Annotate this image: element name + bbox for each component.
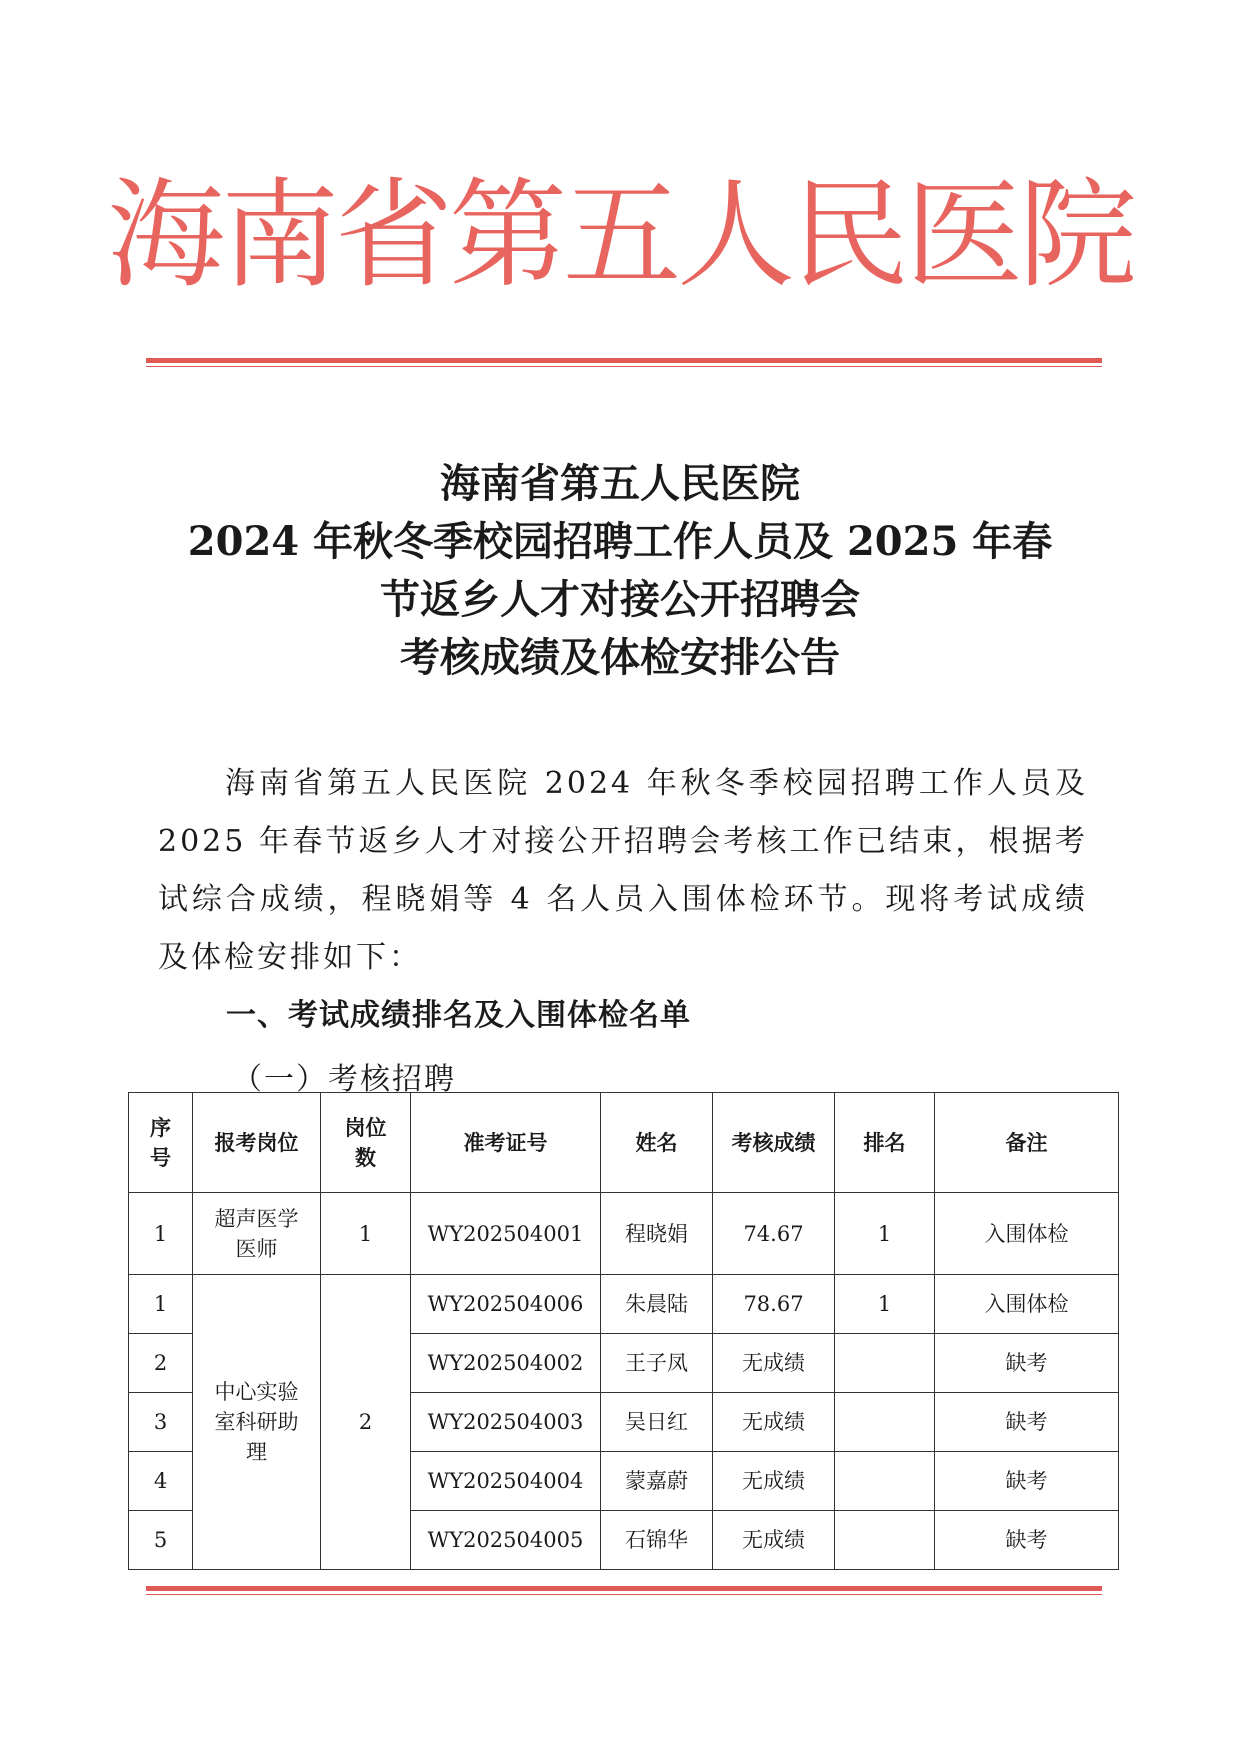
table-header-row <box>129 1093 1119 1193</box>
header-note: 备注 <box>935 1093 1119 1193</box>
cell-name: 吴日红 <box>601 1393 713 1452</box>
cell-serial: 3 <box>129 1393 193 1452</box>
cell-note: 缺考 <box>935 1452 1119 1511</box>
title-line-3: 节返乡人才对接公开招聘会 <box>380 576 860 623</box>
title-line-1: 海南省第五人民医院 <box>440 460 800 507</box>
document-title <box>140 455 1100 687</box>
cell-exam-id: WY202504004 <box>411 1452 601 1511</box>
cell-name: 程晓娟 <box>601 1193 713 1275</box>
subsection-heading: （一）考核招聘 <box>232 1062 456 1097</box>
header-rank: 排名 <box>835 1093 935 1193</box>
cell-serial: 1 <box>129 1275 193 1334</box>
section-heading: 一、考试成绩排名及入围体检名单 <box>226 998 691 1033</box>
cell-exam-id: WY202504003 <box>411 1393 601 1452</box>
cell-note: 入围体检 <box>935 1275 1119 1334</box>
cell-score: 无成绩 <box>713 1511 835 1570</box>
cell-serial: 1 <box>129 1193 193 1275</box>
header-name: 姓名 <box>601 1093 713 1193</box>
header-position-count: 岗位数 <box>321 1093 411 1193</box>
cell-name: 石锦华 <box>601 1511 713 1570</box>
cell-position: 超声医学医师 <box>193 1193 321 1275</box>
title-line-2: 2024 年秋冬季校园招聘工作人员及 2025 年春 <box>187 518 1053 565</box>
cell-rank <box>835 1452 935 1511</box>
cell-rank <box>835 1511 935 1570</box>
intro-paragraph <box>158 755 1088 987</box>
cell-score: 无成绩 <box>713 1393 835 1452</box>
table-row <box>129 1275 1119 1334</box>
header-exam-id: 准考证号 <box>411 1093 601 1193</box>
header-serial: 序号 <box>129 1093 193 1193</box>
cell-serial: 4 <box>129 1452 193 1511</box>
cell-exam-id: WY202504006 <box>411 1275 601 1334</box>
cell-serial: 2 <box>129 1334 193 1393</box>
results-table <box>128 1092 1119 1570</box>
cell-exam-id: WY202504001 <box>411 1193 601 1275</box>
cell-position: 中心实验室科研助理 <box>193 1275 321 1570</box>
header-score: 考核成绩 <box>713 1093 835 1193</box>
cell-exam-id: WY202504005 <box>411 1511 601 1570</box>
footer-red-rule <box>146 1586 1102 1595</box>
title-line-4: 考核成绩及体检安排公告 <box>400 634 840 681</box>
cell-serial: 5 <box>129 1511 193 1570</box>
cell-name: 朱晨陆 <box>601 1275 713 1334</box>
cell-note: 缺考 <box>935 1393 1119 1452</box>
cell-note: 入围体检 <box>935 1193 1119 1275</box>
cell-score: 无成绩 <box>713 1452 835 1511</box>
cell-exam-id: WY202504002 <box>411 1334 601 1393</box>
cell-rank <box>835 1334 935 1393</box>
cell-position-count: 1 <box>321 1193 411 1275</box>
cell-name: 王子凤 <box>601 1334 713 1393</box>
cell-score: 74.67 <box>713 1193 835 1275</box>
header-red-rule <box>146 358 1102 367</box>
cell-rank: 1 <box>835 1193 935 1275</box>
organization-letterhead: 海南省第五人民医院 <box>107 166 1134 304</box>
header-position: 报考岗位 <box>193 1093 321 1193</box>
intro-text: 海南省第五人民医院 2024 年秋冬季校园招聘工作人员及 2025 年春节返乡人才对接公开招聘会考核工作已结束，根据考试综合成绩，程晓娟等 4 名人员入围体检环节。现将考试成绩及体检安排如下： <box>158 766 1088 975</box>
table-row <box>129 1193 1119 1275</box>
cell-name: 蒙嘉蔚 <box>601 1452 713 1511</box>
cell-note: 缺考 <box>935 1511 1119 1570</box>
cell-score: 无成绩 <box>713 1334 835 1393</box>
cell-rank: 1 <box>835 1275 935 1334</box>
cell-note: 缺考 <box>935 1334 1119 1393</box>
cell-rank <box>835 1393 935 1452</box>
cell-position-count: 2 <box>321 1275 411 1570</box>
cell-score: 78.67 <box>713 1275 835 1334</box>
